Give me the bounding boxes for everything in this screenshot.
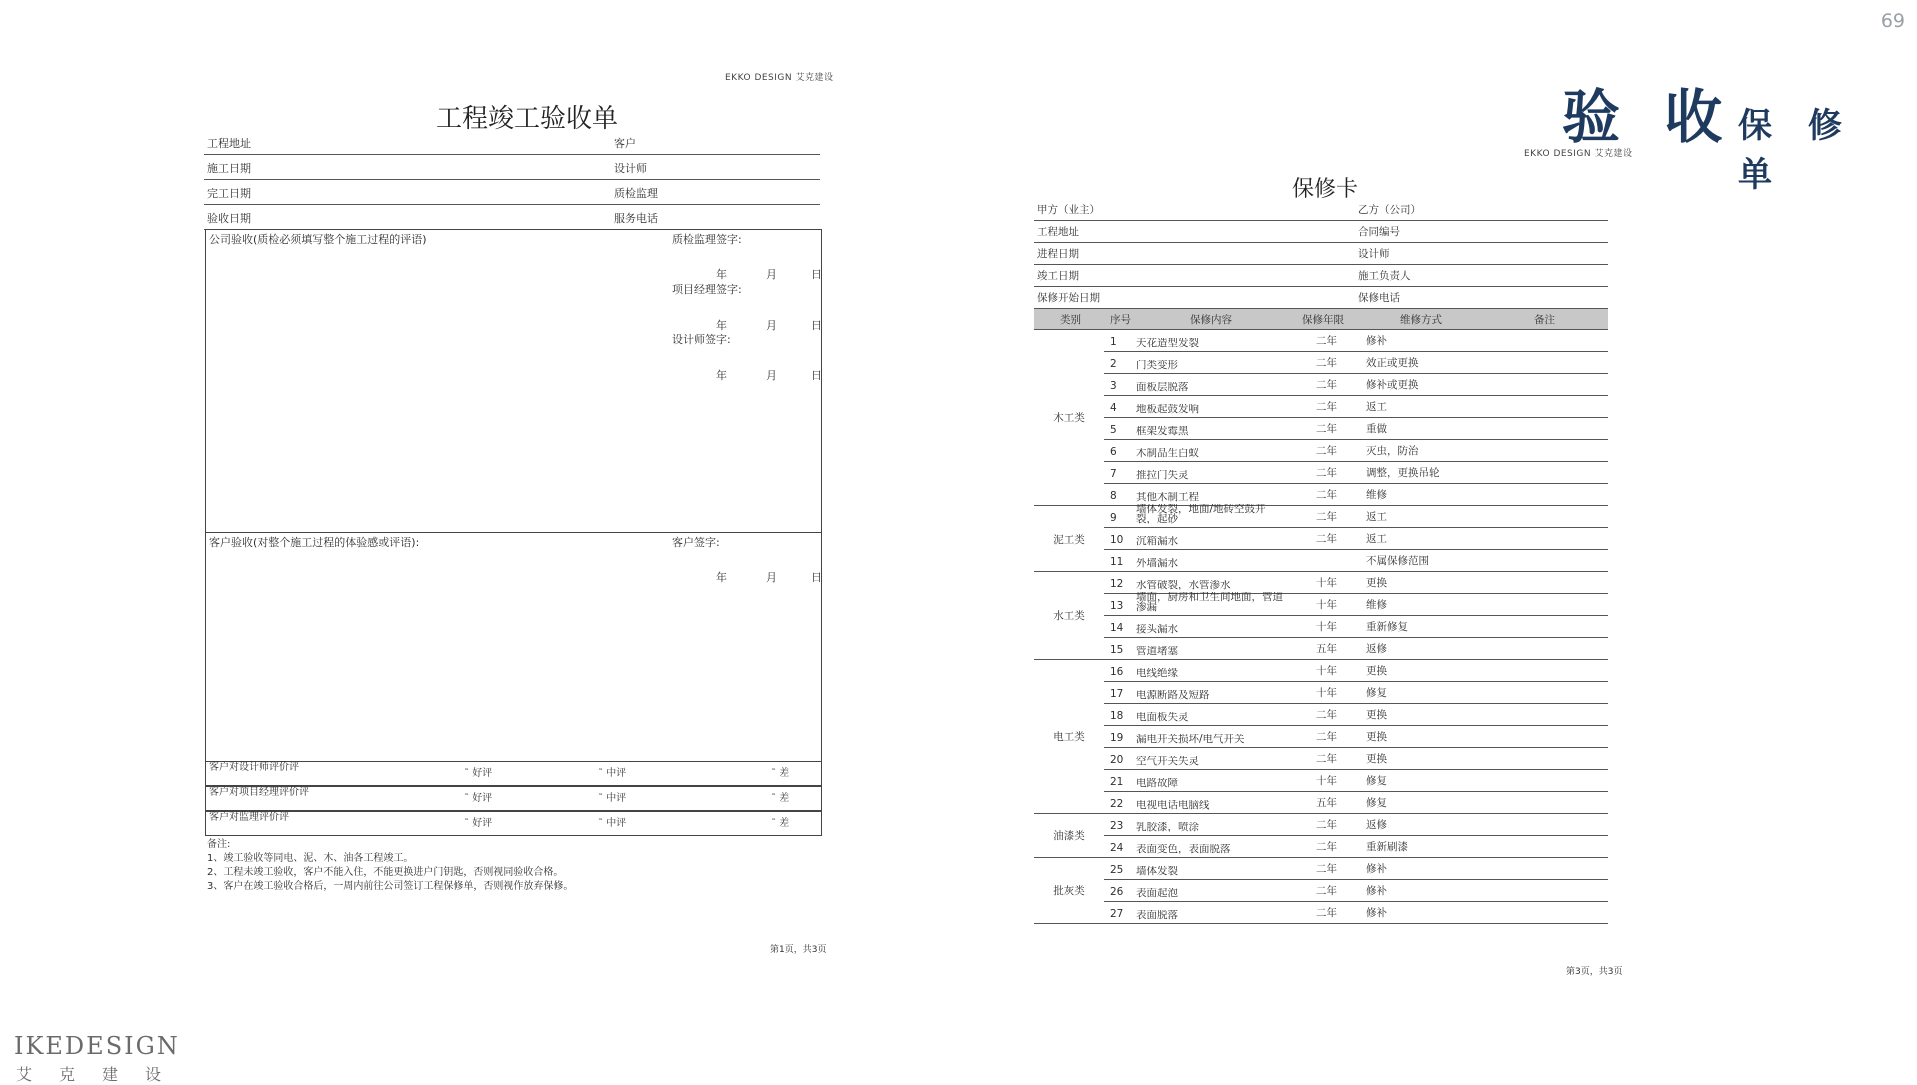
- row-content: 电视电话电脑线: [1136, 800, 1210, 810]
- table-row: [1104, 418, 1608, 440]
- note-item: 2、工程未竣工验收，客户不能入住，不能更换进户门钥匙，否则视同验收合格。: [207, 867, 564, 878]
- row-years: 二年: [1316, 445, 1337, 457]
- column-header: 保修内容: [1190, 314, 1232, 326]
- table-row: [1104, 484, 1608, 506]
- company-acceptance-box: [205, 229, 822, 533]
- info-row: [1034, 265, 1608, 287]
- row-method: 更换: [1366, 577, 1387, 589]
- rating-label: 客户对项目经理评价评: [209, 787, 309, 798]
- row-content: 其他木制工程: [1136, 492, 1199, 502]
- category-label: 水工类: [1053, 610, 1085, 622]
- right-doc-title: 保修卡: [1292, 177, 1359, 202]
- row-method: 修复: [1366, 775, 1387, 787]
- row-content: 电路故障: [1136, 778, 1178, 788]
- row-method: 修复: [1366, 687, 1387, 699]
- info-label: 设计师: [614, 162, 647, 175]
- date-year: 年: [716, 571, 727, 584]
- info-label: 保修电话: [1358, 292, 1400, 304]
- row-content: 漏电开关损坏/电气开关: [1136, 734, 1245, 744]
- page-subtitle: 保 修 单: [1738, 106, 1854, 195]
- row-content: 天花造型发裂: [1136, 338, 1199, 348]
- row-number: 26: [1110, 886, 1124, 898]
- row-years: 二年: [1316, 357, 1337, 369]
- row-years: 二年: [1316, 401, 1337, 413]
- column-header: 类别: [1060, 314, 1081, 326]
- customer-acceptance-label: 客户验收(对整个施工过程的体验感或评语):: [209, 536, 420, 549]
- row-years: 二年: [1316, 885, 1337, 897]
- row-years: 十年: [1316, 621, 1337, 633]
- row-years: 五年: [1316, 643, 1337, 655]
- info-row: [204, 132, 820, 155]
- info-label: 完工日期: [207, 187, 251, 200]
- row-number: 15: [1110, 644, 1124, 656]
- rating-mid: ˜ 中评: [598, 793, 627, 804]
- page-title: 验 收: [1562, 83, 1735, 151]
- left-doc-title: 工程竣工验收单: [436, 104, 619, 134]
- table-row: [1104, 462, 1608, 484]
- rating-row: [205, 786, 822, 811]
- date-year: 年: [716, 268, 727, 281]
- rating-mid: ˜ 中评: [598, 768, 627, 779]
- row-years: 二年: [1316, 841, 1337, 853]
- qc-signature-label: 质检监理签字:: [672, 233, 742, 246]
- table-row: [1104, 616, 1608, 638]
- row-method: 返工: [1366, 401, 1387, 413]
- row-method: 调整，更换吊轮: [1366, 467, 1440, 479]
- info-label: 乙方（公司）: [1358, 204, 1421, 216]
- row-content: 表面脱落: [1136, 910, 1178, 920]
- column-header: 维修方式: [1400, 314, 1442, 326]
- info-row: [204, 207, 820, 230]
- row-method: 维修: [1366, 489, 1387, 501]
- notes-title: 备注:: [207, 839, 231, 850]
- header-brand: EKKO DESIGN 艾克建设: [1524, 149, 1633, 159]
- category-divider: [1034, 857, 1104, 858]
- row-method: 修补: [1366, 335, 1387, 347]
- row-content: 电源断路及短路: [1136, 690, 1210, 700]
- table-row: [1104, 352, 1608, 374]
- table-row: [1104, 660, 1608, 682]
- row-years: 二年: [1316, 423, 1337, 435]
- row-number: 1: [1110, 336, 1117, 348]
- row-method: 返修: [1366, 819, 1387, 831]
- footer-brand-logo: IKEDESIGN: [14, 1032, 180, 1060]
- row-content: 框架发霉黑: [1136, 426, 1189, 436]
- info-label: 施工负责人: [1358, 270, 1411, 282]
- row-method: 更换: [1366, 753, 1387, 765]
- date-day: 日: [811, 268, 822, 281]
- category-label: 电工类: [1053, 731, 1085, 743]
- rating-good: ˜ 好评: [464, 793, 493, 804]
- rating-row: [205, 761, 822, 786]
- column-header: 序号: [1110, 314, 1131, 326]
- table-row: [1104, 594, 1608, 616]
- row-number: 23: [1110, 820, 1124, 832]
- note-item: 1、竣工验收等同电、泥、木、油各工程竣工。: [207, 853, 414, 864]
- info-label: 保修开始日期: [1037, 292, 1100, 304]
- category-divider: [1034, 505, 1104, 506]
- row-years: 五年: [1316, 797, 1337, 809]
- table-row: [1104, 792, 1608, 814]
- row-years: 二年: [1316, 709, 1337, 721]
- warranty-table-header: [1034, 308, 1608, 330]
- customer-signature-label: 客户签字:: [672, 536, 720, 549]
- row-number: 20: [1110, 754, 1124, 766]
- row-method: 更换: [1366, 665, 1387, 677]
- category-divider: [1034, 571, 1104, 572]
- row-content: 表面变色，表面脱落: [1136, 844, 1231, 854]
- table-row: [1104, 572, 1608, 594]
- row-number: 16: [1110, 666, 1124, 678]
- info-row: [1034, 221, 1608, 243]
- footer-brand-name: 艾克建设: [16, 1065, 189, 1084]
- row-years: 十年: [1316, 775, 1337, 787]
- info-row: [1034, 287, 1608, 309]
- row-content: 墙体发裂，地面/地砖空鼓开裂，起砂: [1136, 504, 1266, 524]
- table-row: [1104, 396, 1608, 418]
- info-row: [1034, 243, 1608, 265]
- row-content: 门类变形: [1136, 360, 1178, 370]
- row-method: 返工: [1366, 533, 1387, 545]
- row-years: 二年: [1316, 379, 1337, 391]
- row-number: 7: [1110, 468, 1117, 480]
- table-row: [1104, 682, 1608, 704]
- company-acceptance-label: 公司验收(质检必须填写整个施工过程的评语): [209, 233, 427, 246]
- row-years: 二年: [1316, 511, 1337, 523]
- table-row: [1104, 528, 1608, 550]
- row-content: 墙体发裂: [1136, 866, 1178, 876]
- row-number: 12: [1110, 578, 1124, 590]
- row-number: 19: [1110, 732, 1124, 744]
- table-row: [1104, 836, 1608, 858]
- row-method: 重新修复: [1366, 621, 1408, 633]
- table-row: [1104, 726, 1608, 748]
- category-label: 批灰类: [1053, 885, 1085, 897]
- page-number: 69: [1880, 10, 1905, 32]
- row-number: 18: [1110, 710, 1124, 722]
- rating-row: [205, 811, 822, 836]
- category-divider: [1034, 659, 1104, 660]
- column-header: 备注: [1534, 314, 1555, 326]
- row-number: 14: [1110, 622, 1124, 634]
- date-day: 日: [811, 571, 822, 584]
- row-number: 6: [1110, 446, 1117, 458]
- rating-label: 客户对监理评价评: [209, 812, 289, 823]
- table-row: [1104, 440, 1608, 462]
- row-method: 效正或更换: [1366, 357, 1419, 369]
- row-content: 面板层脱落: [1136, 382, 1189, 392]
- date-year: 年: [716, 369, 727, 382]
- row-number: 27: [1110, 908, 1124, 920]
- row-number: 5: [1110, 424, 1117, 436]
- rating-good: ˜ 好评: [464, 818, 493, 829]
- note-item: 3、客户在竣工验收合格后，一周内前往公司签订工程保修单，否则视作放弃保修。: [207, 881, 574, 892]
- row-method: 重做: [1366, 423, 1387, 435]
- row-method: 更换: [1366, 731, 1387, 743]
- row-content: 电线绝缘: [1136, 668, 1178, 678]
- table-row: [1104, 814, 1608, 836]
- row-years: 二年: [1316, 753, 1337, 765]
- row-number: 17: [1110, 688, 1124, 700]
- row-method: 不属保修范围: [1366, 555, 1429, 567]
- info-label: 进程日期: [1037, 248, 1079, 260]
- table-row: [1104, 748, 1608, 770]
- row-years: 二年: [1316, 907, 1337, 919]
- row-years: 二年: [1316, 863, 1337, 875]
- info-label: 甲方（业主）: [1037, 204, 1100, 216]
- row-method: 修补: [1366, 863, 1387, 875]
- row-content: 外墙漏水: [1136, 558, 1178, 568]
- info-row: [1034, 199, 1608, 221]
- notes: [207, 838, 573, 894]
- row-years: 二年: [1316, 533, 1337, 545]
- date-month: 月: [766, 268, 777, 281]
- row-method: 返工: [1366, 511, 1387, 523]
- row-method: 修补: [1366, 885, 1387, 897]
- rating-bad: ˜ 差: [771, 768, 790, 779]
- info-label: 客户: [614, 137, 636, 150]
- date-year: 年: [716, 319, 727, 332]
- row-content: 表面起泡: [1136, 888, 1178, 898]
- category-label: 木工类: [1053, 412, 1085, 424]
- info-label: 施工日期: [207, 162, 251, 175]
- row-years: 十年: [1316, 599, 1337, 611]
- row-number: 3: [1110, 380, 1117, 392]
- rating-bad: ˜ 差: [771, 818, 790, 829]
- date-month: 月: [766, 319, 777, 332]
- table-row: [1104, 770, 1608, 792]
- row-number: 9: [1110, 512, 1117, 524]
- designer-signature-label: 设计师签字:: [672, 333, 731, 346]
- row-method: 修复: [1366, 797, 1387, 809]
- table-row: [1104, 704, 1608, 726]
- row-years: 二年: [1316, 819, 1337, 831]
- row-content: 推拉门失灵: [1136, 470, 1189, 480]
- rating-good: ˜ 好评: [464, 768, 493, 779]
- left-doc-brand: EKKO DESIGN 艾克建设: [725, 73, 834, 83]
- left-page-footer: 第1页，共3页: [770, 945, 827, 955]
- pm-signature-label: 项目经理签字:: [672, 283, 742, 296]
- date-month: 月: [766, 571, 777, 584]
- row-content: 接头漏水: [1136, 624, 1178, 634]
- row-number: 13: [1110, 600, 1124, 612]
- row-content: 水管破裂，水管渗水: [1136, 580, 1231, 590]
- row-years: 二年: [1316, 489, 1337, 501]
- category-divider: [1034, 813, 1104, 814]
- row-method: 修补: [1366, 907, 1387, 919]
- info-label: 工程地址: [207, 137, 251, 150]
- rating-bad: ˜ 差: [771, 793, 790, 804]
- row-method: 维修: [1366, 599, 1387, 611]
- table-row: [1104, 880, 1608, 902]
- row-years: 十年: [1316, 577, 1337, 589]
- table-row: [1104, 638, 1608, 660]
- table-row: [1104, 902, 1608, 924]
- date-day: 日: [811, 319, 822, 332]
- rating-mid: ˜ 中评: [598, 818, 627, 829]
- row-method: 返修: [1366, 643, 1387, 655]
- row-years: 二年: [1316, 467, 1337, 479]
- row-method: 修补或更换: [1366, 379, 1419, 391]
- table-row: [1104, 330, 1608, 352]
- info-label: 工程地址: [1037, 226, 1079, 238]
- info-label: 质检监理: [614, 187, 658, 200]
- row-content: 墙面，厨房和卫生间地面，管道渗漏: [1136, 592, 1283, 612]
- info-row: [204, 182, 820, 205]
- table-row: [1104, 858, 1608, 880]
- rating-label: 客户对设计师评价评: [209, 762, 299, 773]
- info-row: [204, 157, 820, 180]
- row-number: 10: [1110, 534, 1124, 546]
- category-label: 油漆类: [1053, 830, 1085, 842]
- category-label: 泥工类: [1053, 534, 1085, 546]
- row-content: 空气开关失灵: [1136, 756, 1199, 766]
- row-years: 二年: [1316, 731, 1337, 743]
- customer-acceptance-box: [205, 532, 822, 762]
- row-number: 8: [1110, 490, 1117, 502]
- row-number: 25: [1110, 864, 1124, 876]
- column-header: 保修年限: [1302, 314, 1344, 326]
- right-page-footer: 第3页，共3页: [1566, 967, 1623, 977]
- category-divider: [1034, 923, 1104, 924]
- info-label: 设计师: [1358, 248, 1390, 260]
- row-content: 乳胶漆，喷涂: [1136, 822, 1199, 832]
- row-number: 24: [1110, 842, 1124, 854]
- row-number: 4: [1110, 402, 1117, 414]
- row-content: 木制品生白蚁: [1136, 448, 1199, 458]
- row-content: 管道堵塞: [1136, 646, 1178, 656]
- date-day: 日: [811, 369, 822, 382]
- row-years: 二年: [1316, 335, 1337, 347]
- row-method: 灭虫，防治: [1366, 445, 1419, 457]
- info-label: 服务电话: [614, 212, 658, 225]
- row-method: 重新刷漆: [1366, 841, 1408, 853]
- table-row: [1104, 506, 1608, 528]
- table-row: [1104, 374, 1608, 396]
- row-content: 沉箱漏水: [1136, 536, 1178, 546]
- info-label: 合同编号: [1358, 226, 1400, 238]
- date-month: 月: [766, 369, 777, 382]
- table-row: [1104, 550, 1608, 572]
- row-number: 22: [1110, 798, 1124, 810]
- row-years: 十年: [1316, 687, 1337, 699]
- row-number: 21: [1110, 776, 1124, 788]
- row-number: 11: [1110, 556, 1124, 568]
- info-label: 验收日期: [207, 212, 251, 225]
- info-label: 竣工日期: [1037, 270, 1079, 282]
- row-content: 地板起鼓发响: [1136, 404, 1199, 414]
- row-number: 2: [1110, 358, 1117, 370]
- row-method: 更换: [1366, 709, 1387, 721]
- row-content: 电面板失灵: [1136, 712, 1189, 722]
- row-years: 十年: [1316, 665, 1337, 677]
